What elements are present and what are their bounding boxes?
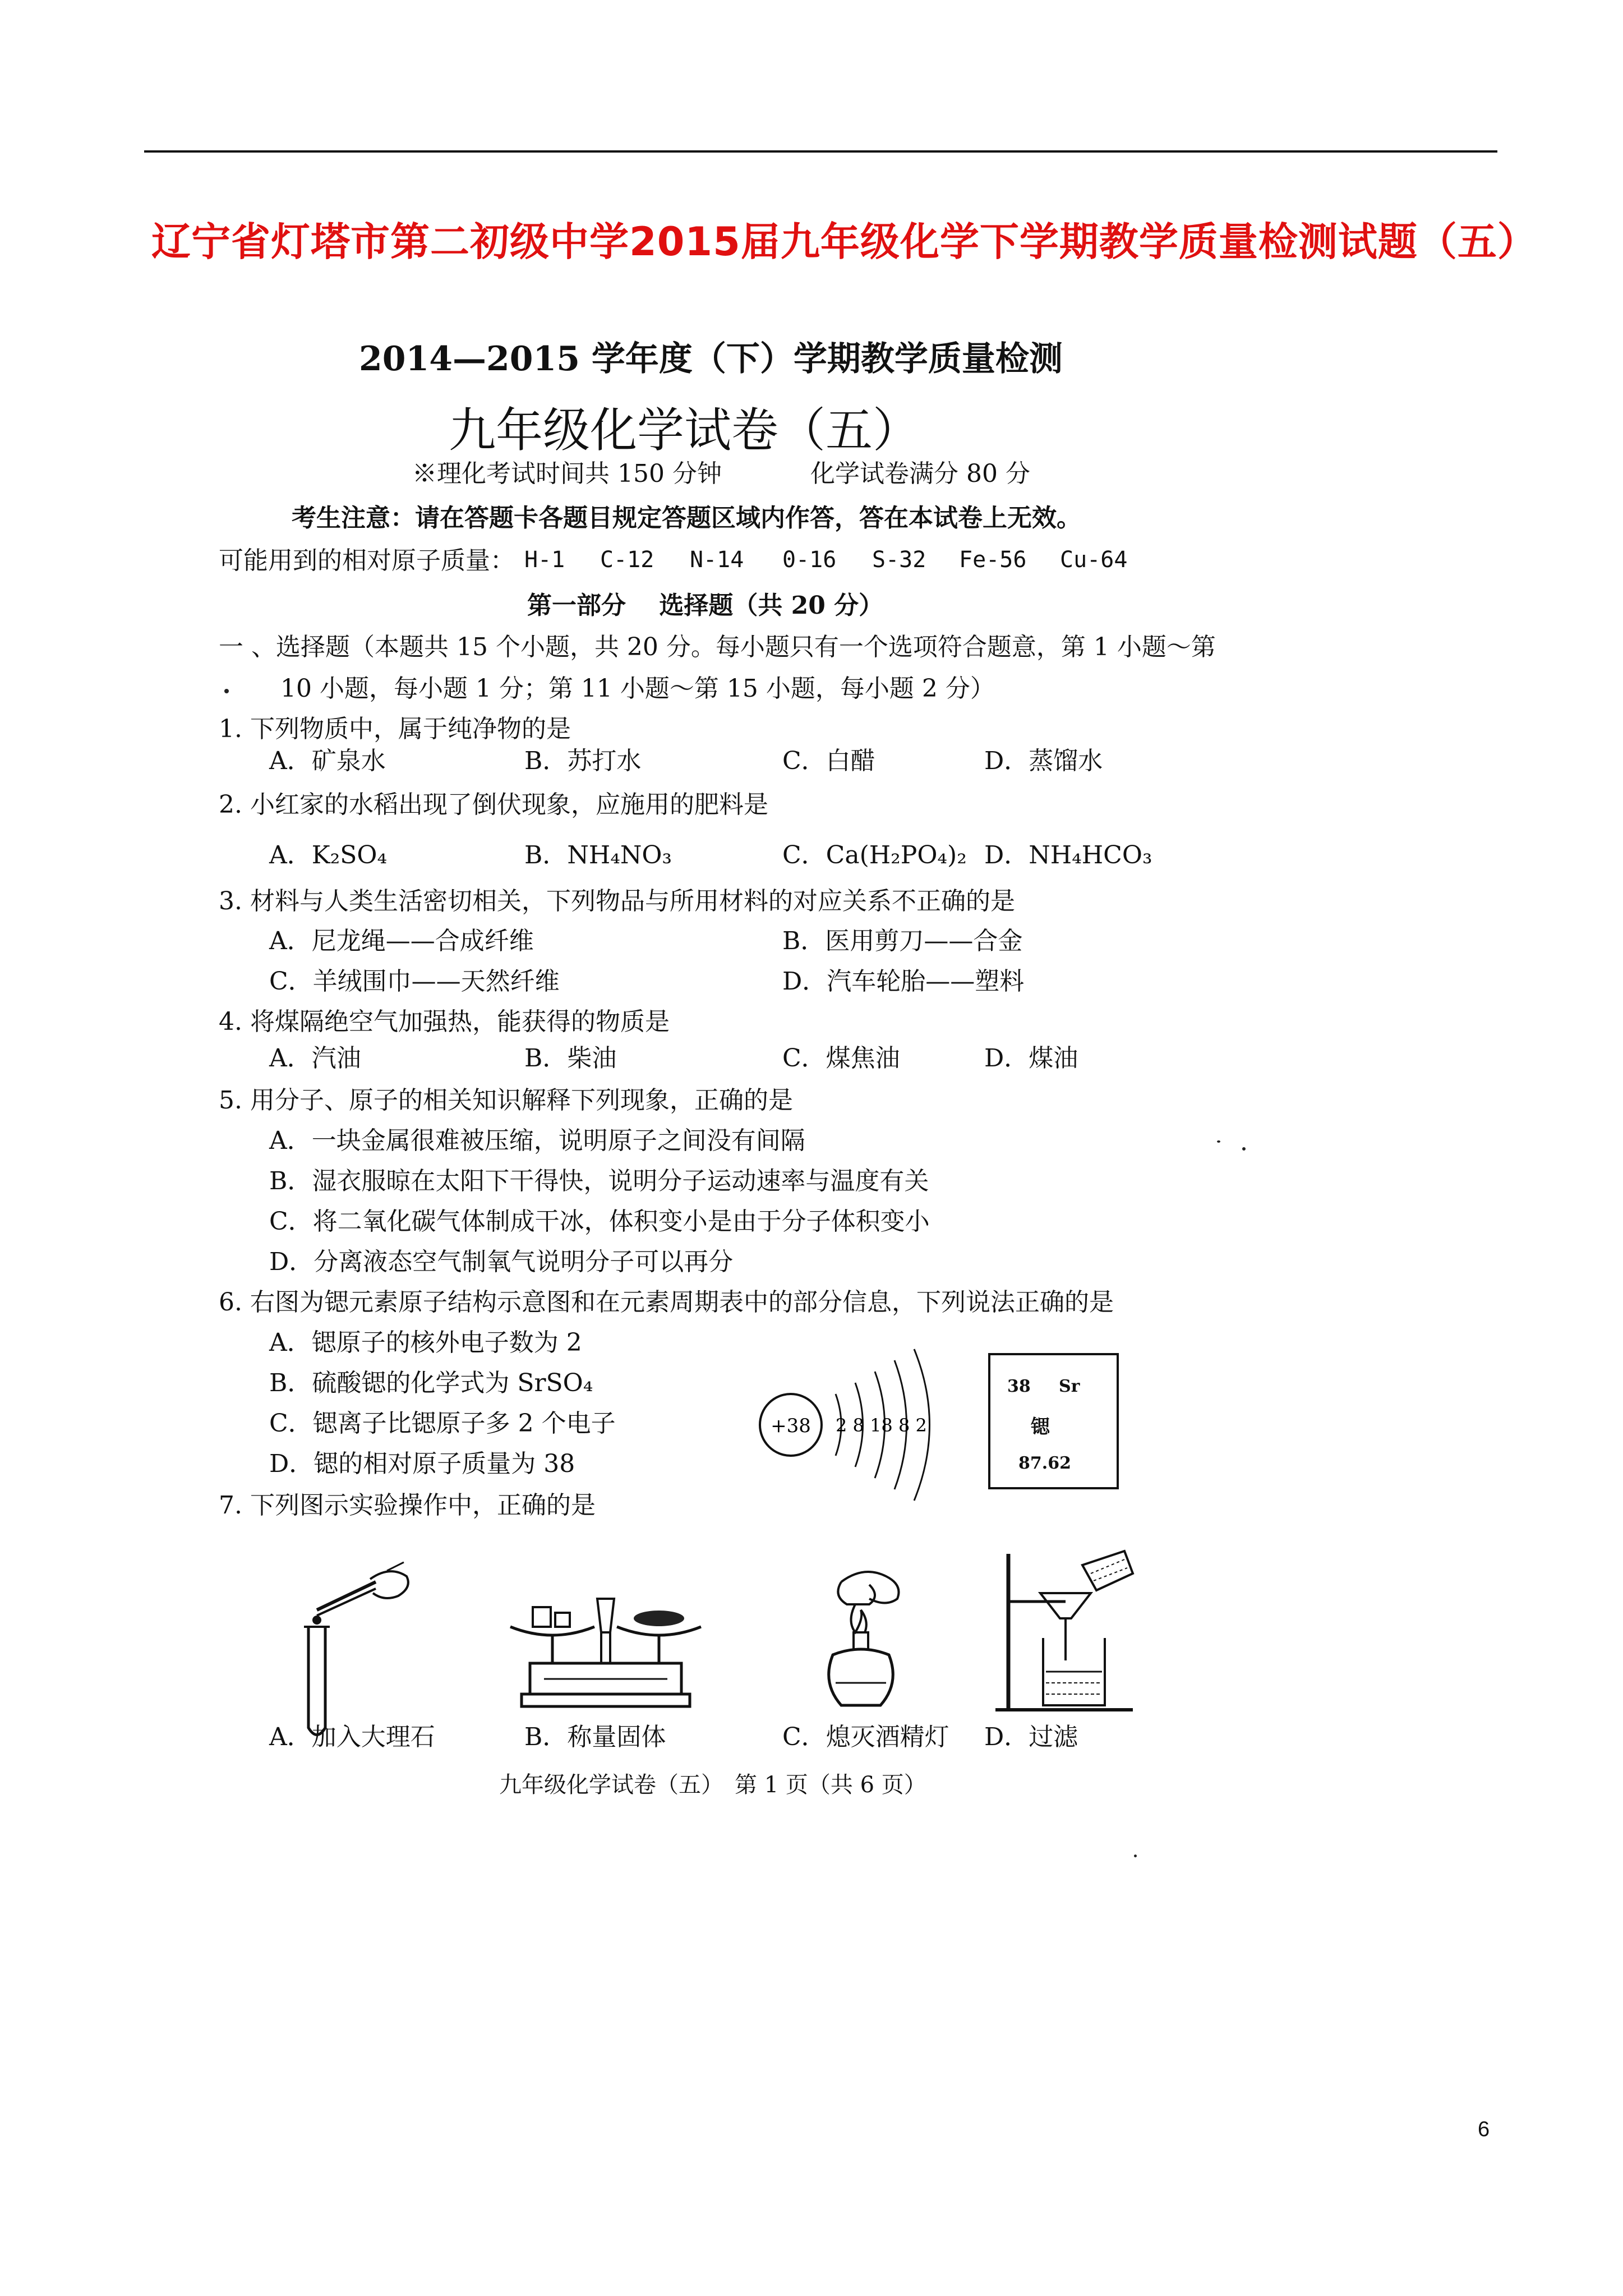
atomic-mass-c: C-12 — [600, 547, 654, 573]
atomic-mass-h: H-1 — [524, 547, 565, 573]
section-one-line1: 一 、选择题（本题共 15 个小题，共 20 分。每小题只有一个选项符合题意，第 1 小题～第 — [219, 633, 1216, 661]
scan-speck — [224, 689, 229, 693]
atomic-mass: 87.62 — [1018, 1453, 1071, 1473]
question-6-option-a: A．锶原子的核外电子数为 2 — [269, 1328, 582, 1357]
question-2-option-c: C．Ca(H₂PO₄)₂ — [782, 841, 967, 869]
question-2-stem: 2. 小红家的水稻出现了倒伏现象，应施用的肥料是 — [219, 790, 768, 819]
atomic-mass-s: S-32 — [872, 547, 926, 573]
question-1-option-b: B．苏打水 — [524, 747, 642, 775]
question-2-option-b: B．NH₄NO₃ — [524, 841, 672, 869]
question-7-stem: 7. 下列图示实验操作中，正确的是 — [219, 1491, 596, 1520]
question-6-stem: 6. 右图为锶元素原子结构示意图和在元素周期表中的部分信息，下列说法正确的是 — [219, 1288, 1114, 1317]
question-3-option-c: C．羊绒围巾——天然纤维 — [269, 967, 560, 996]
question-3-option-a: A．尼龙绳——合成纤维 — [269, 927, 534, 955]
part-one-heading: 第一部分 选择题（共 20 分） — [527, 591, 884, 620]
exam-notice: 考生注意：请在答题卡各题目规定答题区域内作答，答在本试卷上无效。 — [292, 504, 1081, 532]
question-4-option-c: C．煤焦油 — [782, 1044, 900, 1073]
atomic-mass-cu: Cu-64 — [1060, 547, 1128, 573]
periodic-table-cell — [988, 1353, 1119, 1489]
question-2-option-a: A．K₂SO₄ — [269, 841, 388, 869]
document-title: 辽宁省灯塔市第二初级中学2015届九年级化学下学期教学质量检测试题（五） — [151, 219, 1537, 265]
strontium-atom-structure-diagram — [751, 1341, 965, 1503]
question-5-option-a: A．一块金属很难被压缩，说明原子之间没有间隔 — [269, 1126, 805, 1155]
question-1-option-d: D．蒸馏水 — [984, 747, 1103, 775]
balance-scale-icon — [505, 1565, 707, 1717]
question-4-option-d: D．煤油 — [984, 1044, 1078, 1073]
question-7-option-c: C．熄灭酒精灯 — [782, 1723, 949, 1751]
question-5-option-c: C．将二氧化碳气体制成干冰，体积变小是由于分子体积变小 — [269, 1207, 930, 1236]
question-6-option-c: C．锶离子比锶原子多 2 个电子 — [269, 1409, 616, 1438]
question-5-option-d: D．分离液态空气制氧气说明分子可以再分 — [269, 1248, 734, 1276]
atomic-mass-o: 0-16 — [782, 547, 837, 573]
page-number: 6 — [1478, 2118, 1490, 2141]
atomic-masses-label: 可能用到的相对原子质量： — [219, 546, 515, 575]
time-note: ※理化考试时间共 150 分钟 — [412, 459, 722, 488]
question-1-stem: 1. 下列物质中，属于纯净物的是 — [219, 715, 571, 743]
score-note: 化学试卷满分 80 分 — [810, 459, 1030, 488]
question-4-option-b: B．柴油 — [524, 1044, 617, 1073]
question-2-option-d: D．NH₄HCO₃ — [984, 841, 1152, 869]
question-1-option-a: A．矿泉水 — [269, 747, 386, 775]
exam-header: 2014—2015 学年度（下）学期教学质量检测 — [359, 339, 1063, 379]
question-3-option-b: B．医用剪刀——合金 — [782, 927, 1023, 955]
test-tube-tweezers-icon — [292, 1559, 415, 1745]
atomic-mass-n: N-14 — [690, 547, 744, 573]
question-3-stem: 3. 材料与人类生活密切相关，下列物品与所用材料的对应关系不正确的是 — [219, 887, 1015, 915]
section-one-line2: 10 小题，每小题 1 分；第 11 小题～第 15 小题，每小题 2 分） — [280, 674, 995, 703]
scan-speck — [1134, 1855, 1137, 1857]
electron-shells: 2 8 18 8 2 — [836, 1415, 927, 1436]
filtration-apparatus-icon — [993, 1548, 1138, 1717]
page-footer: 九年级化学试卷（五） 第 1 页（共 6 页） — [499, 1772, 926, 1798]
question-3-option-d: D．汽车轮胎——塑料 — [782, 967, 1025, 996]
element-symbol: Sr — [1059, 1377, 1080, 1396]
atomic-number: 38 — [1007, 1377, 1031, 1396]
question-7-option-b: B．称量固体 — [524, 1723, 666, 1751]
nucleus-charge: +38 — [771, 1415, 811, 1437]
question-1-option-c: C．白醋 — [782, 747, 875, 775]
alcohol-lamp-icon — [802, 1554, 931, 1722]
question-6-option-d: D．锶的相对原子质量为 38 — [269, 1450, 575, 1478]
element-name: 锶 — [1031, 1416, 1050, 1438]
atomic-mass-fe: Fe-56 — [959, 547, 1027, 573]
question-7-option-d: D．过滤 — [984, 1723, 1078, 1751]
question-4-option-a: A．汽油 — [269, 1044, 361, 1073]
question-6-option-b: B．硫酸锶的化学式为 SrSO₄ — [269, 1369, 593, 1397]
question-5-stem: 5. 用分子、原子的相关知识解释下列现象，正确的是 — [219, 1086, 793, 1115]
top-rule — [144, 150, 1497, 153]
scan-speck — [1217, 1140, 1220, 1143]
exam-name: 九年级化学试卷（五） — [449, 403, 920, 458]
question-7-option-a: A．加入大理石 — [269, 1723, 435, 1751]
question-4-stem: 4. 将煤隔绝空气加强热，能获得的物质是 — [219, 1007, 670, 1036]
scan-speck — [1242, 1147, 1246, 1151]
question-5-option-b: B．湿衣服晾在太阳下干得快，说明分子运动速率与温度有关 — [269, 1167, 929, 1195]
